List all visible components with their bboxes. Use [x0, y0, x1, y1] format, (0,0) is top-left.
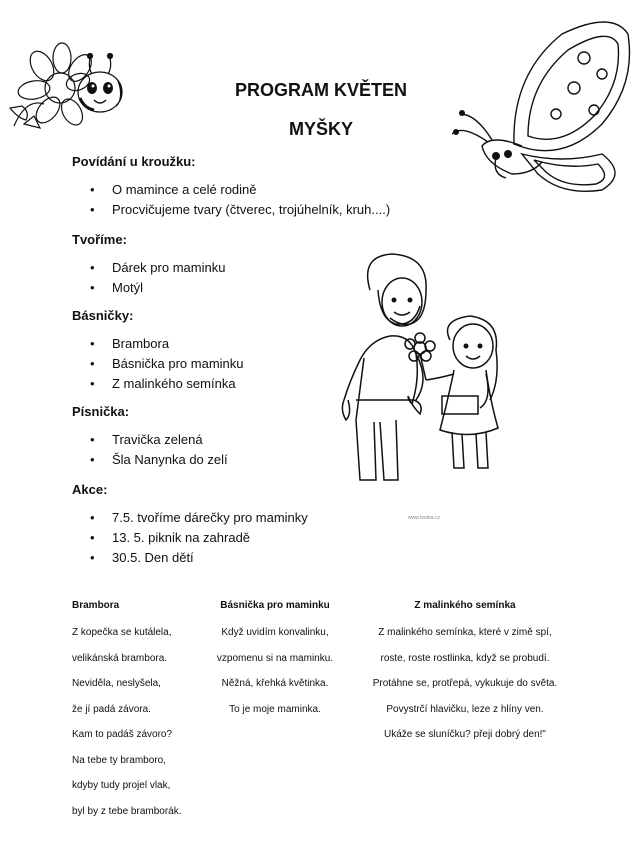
- list-item: • Motýl: [90, 278, 225, 298]
- poem-line: Protáhne se, protřepá, vykukuje do světa.: [372, 678, 558, 689]
- poem-basnicka-pro-maminku: [200, 626, 350, 728]
- image-credit: www.tvorka.cz: [408, 515, 440, 521]
- poem-line: vzpomenu si na maminku.: [216, 652, 334, 664]
- poem-title-basnicka-pro-maminku: Básnička pro maminku: [220, 600, 330, 611]
- poem-title-z-malinkeho-seminka: Z malinkého semínka: [414, 600, 516, 611]
- section-list-povidani: [90, 180, 390, 220]
- section-list-pisnicka: [90, 430, 228, 470]
- section-heading-tvorime: Tvoříme:: [72, 232, 127, 247]
- page-subtitle: MYŠKY: [288, 119, 353, 139]
- poem-title-brambora: Brambora: [72, 600, 120, 611]
- list-item: • 13. 5. piknik na zahradě: [90, 528, 308, 548]
- list-item: • Travička zelená: [90, 430, 228, 450]
- poem-brambora: [72, 626, 182, 830]
- section-heading-basnicky: Básničky:: [72, 308, 134, 323]
- section-heading-povidani: Povídání u kroužku:: [72, 154, 196, 169]
- poem-line: Když uvidím konvalinku,: [221, 627, 329, 638]
- list-item: • Dárek pro maminku: [90, 258, 225, 278]
- section-list-akce: [90, 508, 308, 568]
- list-item: • Šla Nanynka do zelí: [90, 450, 228, 470]
- section-list-tvorime: [90, 258, 225, 298]
- page-title: PROGRAM KVĚTEN: [234, 80, 407, 100]
- poem-z-malinkeho-seminka: [355, 626, 575, 754]
- mother-daughter-illustration: [330, 250, 530, 485]
- section-heading-akce: Akce:: [72, 482, 108, 497]
- poem-line: Z malinkého semínka, které v zimě spí,: [378, 627, 552, 638]
- poem-line: Něžná, křehká květinka.: [221, 678, 329, 689]
- list-item: • 30.5. Den dětí: [90, 548, 308, 568]
- poem-line: byl by z tebe bramborák.: [72, 805, 182, 817]
- list-item: • 7.5. tvoříme dárečky pro maminky: [90, 508, 308, 528]
- poem-line: Ukáže se sluníčku? přeji dobrý den!": [384, 729, 546, 740]
- poem-line: že jí padá závora.: [72, 703, 151, 715]
- section-heading-pisnicka: Písnička:: [72, 404, 130, 419]
- list-item: • Procvičujeme tvary (čtverec, trojúhelník, kruh....): [90, 200, 390, 220]
- poem-line: kdyby tudy projel vlak,: [72, 780, 171, 791]
- list-item: • Brambora: [90, 334, 244, 354]
- bee-flower-illustration: [4, 38, 134, 130]
- poem-line: Neviděla, neslyšela,: [72, 678, 161, 689]
- poem-line: roste, roste rostlinka, když se probudí.: [380, 652, 550, 664]
- section-list-basnicky: [90, 334, 244, 394]
- poem-line: Povystrčí hlavičku, leze z hlíny ven.: [386, 703, 544, 715]
- poem-line: To je moje maminka.: [229, 703, 321, 715]
- list-item: • O mamince a celé rodině: [90, 180, 390, 200]
- poem-line: Z kopečka se kutálela,: [72, 627, 172, 638]
- poem-line: velikánská brambora.: [72, 652, 168, 664]
- butterfly-illustration: [452, 14, 638, 194]
- poem-line: Kam to padáš závoro?: [72, 729, 173, 740]
- poem-line: Na tebe ty bramboro,: [72, 754, 166, 766]
- list-item: • Z malinkého semínka: [90, 374, 244, 394]
- list-item: • Básnička pro maminku: [90, 354, 244, 374]
